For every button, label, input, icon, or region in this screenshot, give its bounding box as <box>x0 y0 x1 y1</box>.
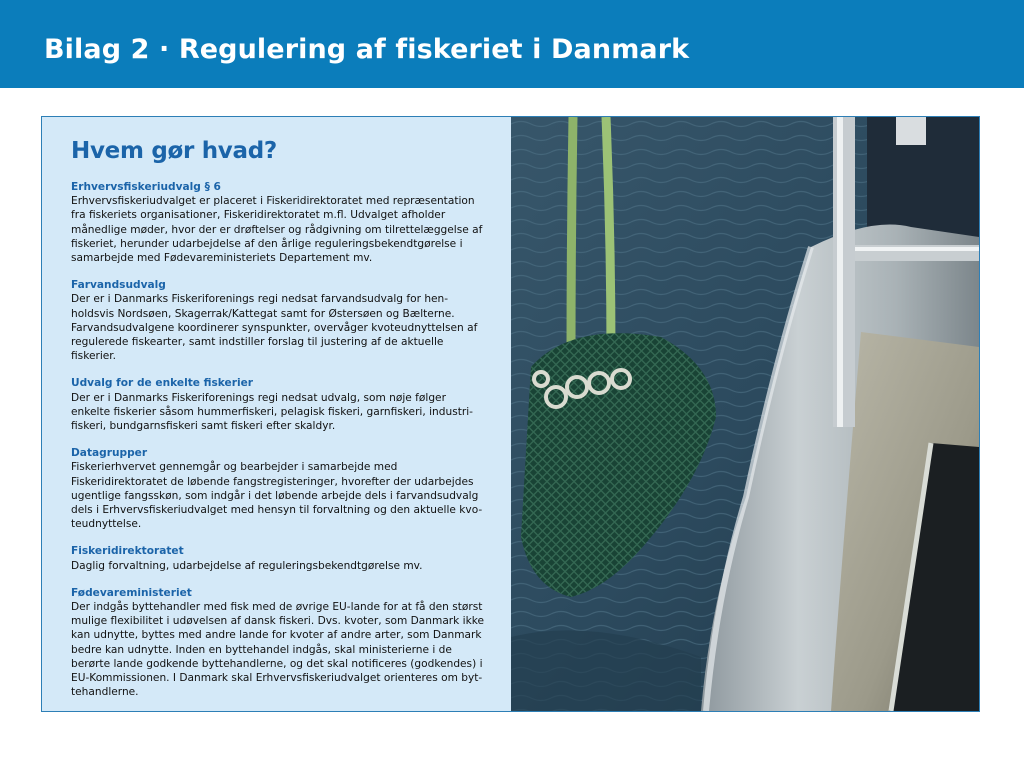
section-title: Fødevareministeriet <box>71 586 192 599</box>
section-body <box>71 460 481 531</box>
panel-heading: Hvem gør hvad? <box>71 138 277 164</box>
body-line: bedre kan udnytte. Inden en byttehandel indgås, skal ministerierne i de <box>71 643 452 656</box>
body-line: regulerede fiskearter, samt indstiller forslag til justering af de aktuelle <box>71 336 444 349</box>
fishing-net-photo <box>511 117 979 711</box>
body-line: fiskerier. <box>71 350 117 363</box>
body-line: Der indgås byttehandler med fisk med de øvrige EU-lande for at få den størst <box>71 601 483 614</box>
body-line: samarbejde med Fødevareministeriets Departement mv. <box>71 252 373 265</box>
body-line: Daglig forvaltning, udarbejdelse af reguleringsbekendtgørelse mv. <box>71 559 423 572</box>
content-frame <box>41 116 980 712</box>
body-line: Erhvervsfiskeriudvalget er placeret i Fiskeridirektoratet med repræsentation <box>71 195 475 208</box>
body-line: Der er i Danmarks Fiskeriforenings regi nedsat farvandsudvalg for hen- <box>71 293 449 306</box>
slide-title: Bilag 2 · Regulering af fiskeriet i Danmark <box>44 34 690 65</box>
body-line: kan udnytte, byttes med andre lande for kvoter af andre arter, som Danmark <box>71 629 482 642</box>
section-datagrupper <box>71 446 511 531</box>
section-farvandsudvalg <box>71 278 511 363</box>
body-line: holdsvis Nordsøen, Skagerrak/Kattegat samt for Østersøen og Bælterne. <box>71 307 455 320</box>
body-line: fra fiskeriets organisationer, Fiskeridirektoratet m.fl. Udvalget afholder <box>71 209 446 222</box>
body-line: månedlige møder, hvor der er drøftelser og rådgivning om tilrettelæggelse af <box>71 223 483 236</box>
section-body <box>71 391 481 434</box>
section-title: Erhvervsfiskeriudvalg § 6 <box>71 181 221 193</box>
section-body <box>71 292 481 363</box>
section-foedevareministeriet <box>71 586 511 700</box>
body-line: fiskeri, bundgarnsfiskeri samt fiskeri efter skaldyr. <box>71 420 336 433</box>
section-body <box>71 600 485 699</box>
body-line: teudnyttelse. <box>71 518 142 531</box>
body-line: berørte lande godkende byttehandlerne, og det skal notificeres (godkendes) i <box>71 657 483 670</box>
body-line: mulige flexibilitet i udøvelsen af dansk fiskeri. Dvs. kvoter, som Danmark ikke <box>71 615 485 628</box>
body-line: Fiskerierhvervet gennemgår og bearbejder i samarbejde med <box>71 461 398 474</box>
body-line: fiskeriet, herunder udarbejdelse af den årlige reguleringsbekendtgørelse i <box>71 237 463 250</box>
section-erhvervsfiskeriudvalg <box>71 180 511 265</box>
section-title: Fiskeridirektoratet <box>71 545 184 558</box>
text-panel <box>42 117 511 711</box>
body-line: enkelte fiskerier såsom hummerfiskeri, pelagisk fiskeri, garnfiskeri, industri- <box>71 405 473 418</box>
section-fiskeridirektoratet <box>71 544 511 572</box>
section-title: Udvalg for de enkelte fiskerier <box>71 377 254 390</box>
body-line: tehandlerne. <box>71 686 139 699</box>
section-udvalg-fiskerier <box>71 376 511 433</box>
section-body <box>71 559 481 573</box>
body-line: ugentlige fangsskøn, som indgår i det løbende arbejde dels i farvandsudvalg <box>71 489 479 502</box>
section-title: Farvandsudvalg <box>71 279 166 292</box>
body-line: EU-Kommissionen. I Danmark skal Erhvervsfiskeriudvalget orienteres om byt- <box>71 672 483 685</box>
body-line: Der er i Danmarks Fiskeriforenings regi nedsat udvalg, som nøje følger <box>71 391 446 404</box>
section-title: Datagrupper <box>71 447 148 460</box>
section-body <box>71 194 481 265</box>
body-line: dels i Erhvervsfiskeriudvalget med hensyn til forvaltning og den aktuelle kvo- <box>71 504 483 517</box>
body-line: Fiskeridirektoratet de løbende fangstregisteringer, hvorefter der udarbejdes <box>71 475 474 488</box>
body-line: Farvandsudvalgene koordinerer synspunkter, overvåger kvoteudnyttelsen af <box>71 321 478 334</box>
